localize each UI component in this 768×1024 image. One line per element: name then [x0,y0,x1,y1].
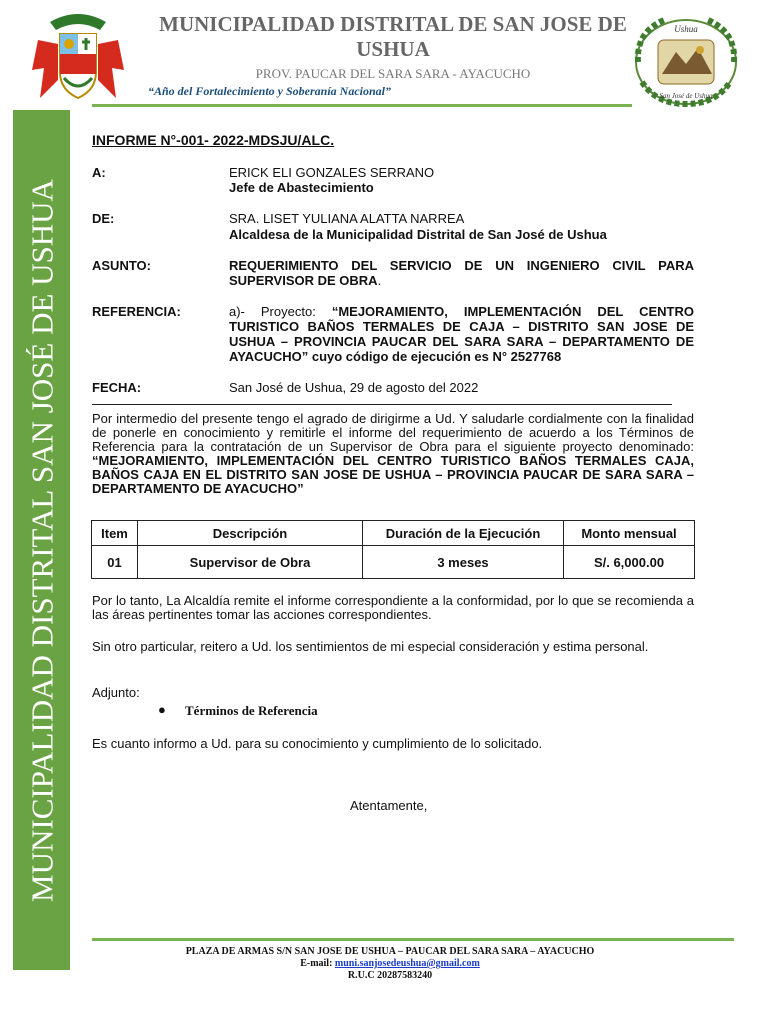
conclusion-paragraph: Por lo tanto, La Alcaldía remite el informe correspondiente a la conformidad, por lo que se recomienda a las áreas pertinentes tomar las acciones correspondientes. [92,593,694,622]
municipal-seal-icon [626,12,746,108]
header-separator [92,404,672,405]
from-name: SRA. LISET YULIANA ALATTA NARREA [229,211,465,226]
intro-paragraph [92,412,694,496]
footer [90,946,690,982]
table-cell: 01 [92,546,138,579]
to-role: Jefe de Abastecimiento [229,180,374,195]
attachment-item: Términos de Referencia [185,703,318,718]
from-label: DE: [92,211,115,226]
table-header: Descripción [138,521,363,546]
reference-prefix: a)- Proyecto: [229,304,332,319]
signoff: Atentamente, [350,798,428,813]
table-row [92,546,695,579]
footer-email-label: E-mail: [300,958,335,969]
sidebar-text: MUNICIPALIDAD DISTRITAL SAN JOSÉ DE USHUA [24,179,60,902]
footer-email-link[interactable]: muni.sanjosedeushua@gmail.com [334,958,480,969]
reference-bold: “MEJORAMIENTO, IMPLEMENTACIÓN DEL CENTRO TURISTICO BAÑOS TERMALES DE CAJA – DISTRITO SAN JOSE DE USHUA – PROVINCIA PAUCAR DEL SARA SARA – DEPARTAMENTO DE AYACUCHO” cuyo código de ejecución es N° 2527768 [229,304,694,364]
year-slogan: “Año del Fortalecimiento y Soberanía Nacional” [148,84,392,98]
closing-info: Es cuanto informo a Ud. para su conocimiento y cumplimiento de lo solicitado. [92,736,543,751]
table-cell: Supervisor de Obra [138,546,363,579]
reference-label: REFERENCIA: [92,304,181,319]
table-header-row [92,521,695,546]
sidebar-band [13,110,70,970]
table-cell: S/. 6,000.00 [564,546,695,579]
to-name: ERICK ELI GONZALES SERRANO [229,165,435,180]
subject-label: ASUNTO: [92,258,151,273]
footer-divider [92,938,734,941]
subject-end: . [377,273,382,288]
subject-text [229,258,694,288]
farewell-paragraph: Sin otro particular, reitero a Ud. los sentimientos de mi especial consideración y estima personal. [92,639,649,654]
table-header: Duración de la Ejecución [363,521,564,546]
date-label: FECHA: [92,380,142,395]
memo-title: INFORME N°-001- 2022-MDSJU/ALC. [92,132,335,148]
date-text: San José de Ushua, 29 de agosto del 2022 [229,380,479,395]
intro-bold: “MEJORAMIENTO, IMPLEMENTACIÓN DEL CENTRO TURISTICO BAÑOS TERMALES CAJA, BAÑOS CAJA EN EL DISTRITO SAN JOSE DE USHUA – PROVINCIA PAUCAR DE SARA SARA – DEPARTAMENTO DE AYACUCHO” [92,453,694,496]
to-label: A: [92,165,106,180]
table-header: Monto mensual [564,521,695,546]
province-subtitle: PROV. PAUCAR DEL SARA SARA - AYACUCHO [255,66,531,81]
coat-of-arms-icon [30,10,126,108]
requirements-table [91,520,695,579]
subject-bold: REQUERIMIENTO DEL SERVICIO DE UN INGENIERO CIVIL PARA SUPERVISOR DE OBRA [229,258,694,288]
page-title: MUNICIPALIDAD DISTRITAL DE SAN JOSE DE USHUA [159,12,627,61]
attachment-label: Adjunto: [92,685,140,700]
header-divider [92,104,632,107]
from-role: Alcaldesa de la Municipalidad Distrital de San José de Ushua [229,227,607,242]
intro-text: Por intermedio del presente tengo el agrado de dirigirme a Ud. Y saludarle cordialmente con la finalidad de ponerle en conocimiento y remitirle el informe del requerimiento de acuerdo a los Términos de Referencia para la contratación de un Supervisor de Obra para el siguiente proyecto denominado: [92,411,694,454]
seal-bottom-text: San José de Ushua [659,92,713,100]
table-header: Item [92,521,138,546]
reference-text [229,304,694,364]
footer-ruc: R.U.C 20287583240 [347,970,433,981]
footer-email-line [90,958,690,970]
bullet-icon: ● [158,702,166,717]
footer-address: PLAZA DE ARMAS S/N SAN JOSE DE USHUA – PAUCAR DEL SARA SARA – AYACUCHO [185,946,595,957]
table-cell: 3 meses [363,546,564,579]
seal-top-text: Ushua [674,24,698,34]
